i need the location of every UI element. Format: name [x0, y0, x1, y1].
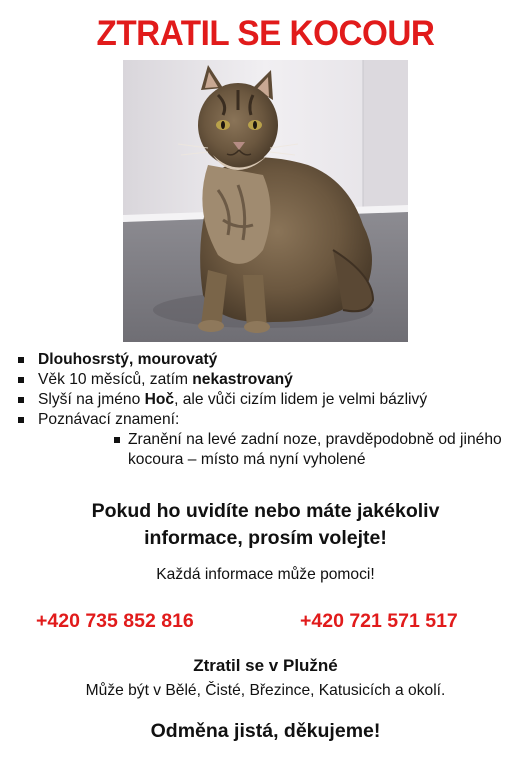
location-title: Ztratil se v Plužné [193, 656, 338, 675]
detail-item [16, 350, 521, 370]
bullet-square [18, 397, 24, 403]
reward-text: Odměna jistá, děkujeme! [150, 720, 381, 742]
detail-neuter-status: nekastrovaný [192, 371, 293, 388]
detail-description: Dlouhosrstý, mourovatý [38, 351, 218, 368]
detail-name-pre: Slyší na jméno [38, 391, 145, 408]
mark-injury: Zranění na levé zadní noze, pravděpodobně od jiného kocoura – místo má nyní vyholené [128, 431, 502, 468]
cat-illustration [123, 60, 408, 342]
detail-item [16, 410, 521, 470]
phone-number-1: +420 735 852 816 [36, 610, 194, 632]
marks-sublist [38, 430, 521, 470]
bullet-square [18, 417, 24, 423]
detail-item [16, 390, 521, 410]
bullet-square [18, 357, 24, 363]
detail-item [16, 370, 521, 390]
cat-photo [123, 60, 408, 342]
help-text: Každá informace může pomoci! [156, 566, 375, 583]
detail-cat-name: Hoč [144, 391, 175, 408]
phone-number-2: +420 721 571 517 [300, 610, 458, 632]
detail-age: Věk 10 měsíců, zatím [38, 371, 193, 388]
call-to-action [0, 498, 531, 552]
location-text: Může být v Bělé, Čisté, Březince, Katusicích a okolí. [85, 682, 446, 699]
bullet-square [114, 437, 120, 443]
cta-line-2: informace, prosím volejte! [144, 527, 387, 549]
cta-line-1: Pokud ho uvidíte nebo máte jakékoliv [91, 500, 440, 522]
poster-title: ZTRATIL SE KOCOUR [96, 14, 435, 53]
detail-marks-label: Poznávací znamení: [38, 411, 180, 428]
detail-name-post: , ale vůči cizím lidem je velmi bázlivý [174, 391, 428, 408]
cat-details-list [16, 350, 521, 470]
bullet-square [18, 377, 24, 383]
mark-item [114, 430, 531, 470]
